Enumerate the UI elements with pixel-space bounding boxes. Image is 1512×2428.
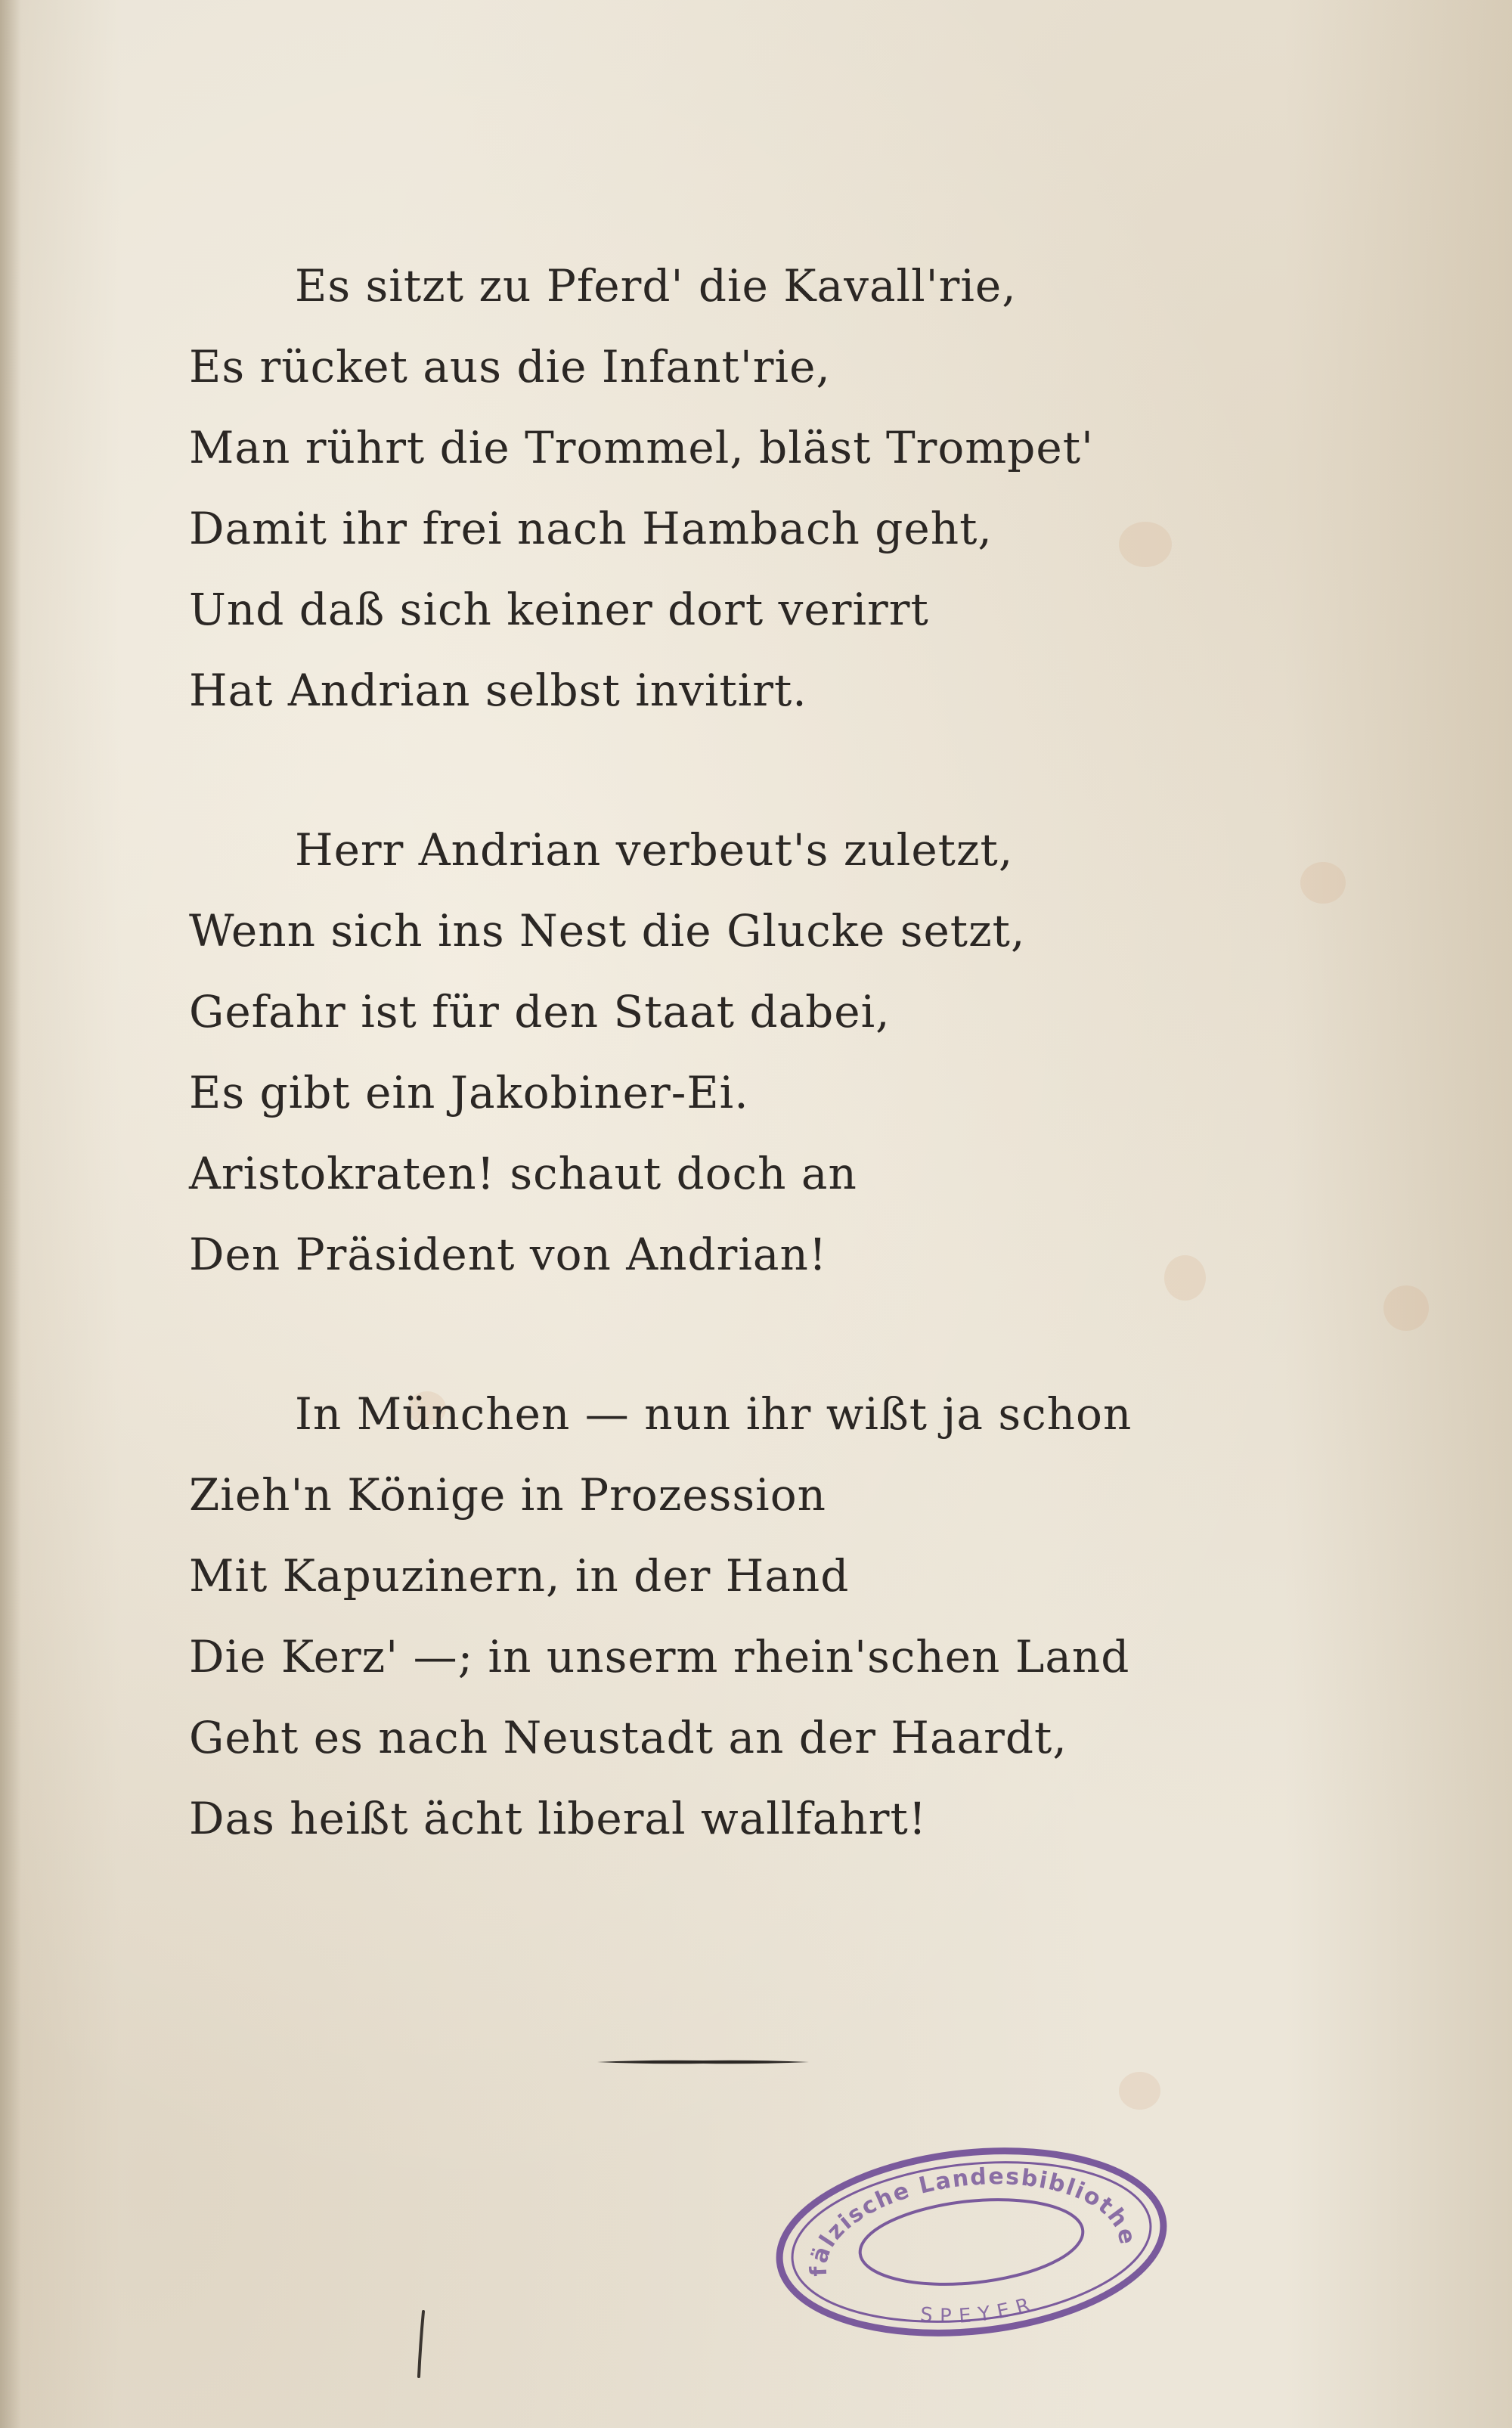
poem-line: Die Kerz' —; in unserm rhein'schen Land <box>189 1631 1130 1682</box>
poem-line: Gefahr ist für den Staat dabei, <box>189 986 891 1037</box>
poem-line: Es sitzt zu Pferd' die Kavall'rie, <box>295 260 1017 312</box>
poem-line: In München — nun ihr wißt ja schon <box>295 1388 1132 1440</box>
poem-line: Es gibt ein Jakobiner-Ei. <box>189 1067 749 1118</box>
poem-line: Man rührt die Trommel, bläst Trompet' <box>189 422 1094 473</box>
poem-line: Den Präsident von Andrian! <box>189 1229 828 1280</box>
poem-line: Das heißt ächt liberal wallfahrt! <box>189 1793 928 1844</box>
poem-line: Damit ihr frei nach Hambach geht, <box>189 503 993 554</box>
stamp-top-text: Pfälzische Landesbibliothek <box>805 2163 1142 2278</box>
foxing-stain <box>1383 1285 1429 1331</box>
poem-line: Geht es nach Neustadt an der Haardt, <box>189 1712 1067 1763</box>
stanza-1 <box>189 246 1247 731</box>
stanza-2 <box>189 810 1247 1295</box>
page-gutter-shadow <box>0 0 21 2428</box>
library-stamp <box>767 2144 1176 2340</box>
poem-line: Es rücket aus die Infant'rie, <box>189 341 831 392</box>
poem-line: Zieh'n Könige in Prozession <box>189 1469 826 1521</box>
foxing-stain <box>1300 862 1346 904</box>
poem-line: Mit Kapuzinern, in der Hand <box>189 1550 850 1602</box>
poem-line: Wenn sich ins Nest die Glucke setzt, <box>189 905 1026 957</box>
poem-line: Aristokraten! schaut doch an <box>189 1148 857 1199</box>
poem <box>189 246 1247 1938</box>
pencil-mark <box>414 2310 429 2378</box>
poem-line: Hat Andrian selbst invitirt. <box>189 665 807 716</box>
poem-line: Herr Andrian verbeut's zuletzt, <box>295 824 1014 876</box>
stanza-3 <box>189 1374 1247 1859</box>
foxing-stain <box>1119 2072 1160 2110</box>
poem-line: Und daß sich keiner dort verirrt <box>189 584 929 635</box>
stamp-bottom-text: SPEYER <box>919 2291 1040 2328</box>
end-ornament-rule <box>597 2058 809 2066</box>
